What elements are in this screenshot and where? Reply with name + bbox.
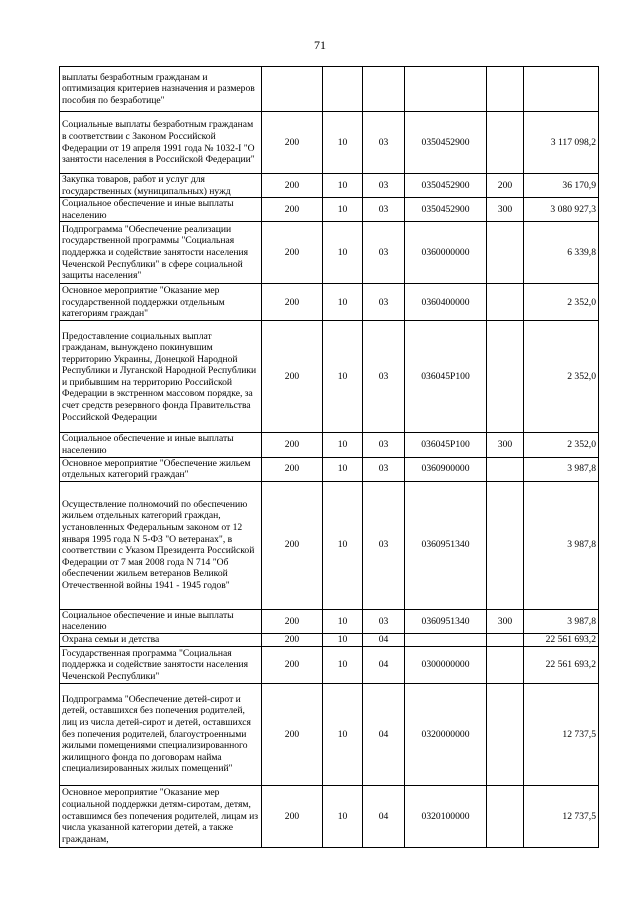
- cell-expense-type: [487, 785, 524, 847]
- table-row: [60, 222, 599, 284]
- cell-ministry-code: 200: [262, 433, 323, 457]
- cell-expense-type: 300: [487, 433, 524, 457]
- cell-subsection-code: 03: [363, 284, 405, 321]
- cell-section-code: 10: [323, 321, 363, 433]
- cell-name: Охрана семьи и детства: [60, 633, 262, 646]
- cell-ministry-code: 200: [262, 174, 323, 198]
- cell-name: Социальное обеспечение и иные выплаты населению: [60, 433, 262, 457]
- cell-subsection-code: 03: [363, 112, 405, 174]
- cell-ministry-code: 200: [262, 284, 323, 321]
- table-row: [60, 321, 599, 433]
- cell-ministry-code: 200: [262, 785, 323, 847]
- cell-expense-type: [487, 222, 524, 284]
- cell-target-article: 0360000000: [405, 222, 487, 284]
- cell-subsection-code: 04: [363, 633, 405, 646]
- cell-amount: 22 561 693,2: [524, 633, 599, 646]
- cell-subsection-code: 03: [363, 609, 405, 633]
- cell-target-article: 036045Р100: [405, 321, 487, 433]
- cell-subsection-code: 04: [363, 683, 405, 785]
- cell-target-article: 0300000000: [405, 646, 487, 683]
- cell-ministry-code: 200: [262, 457, 323, 481]
- cell-name: Социальное обеспечение и иные выплаты населению: [60, 609, 262, 633]
- cell-subsection-code: 03: [363, 457, 405, 481]
- table-row: [60, 67, 599, 112]
- cell-expense-type: [487, 112, 524, 174]
- table-row: [60, 433, 599, 457]
- cell-ministry-code: 200: [262, 321, 323, 433]
- cell-name: Основное мероприятие "Обеспечение жильем отдельных категорий граждан": [60, 457, 262, 481]
- cell-name: выплаты безработным гражданам и оптимизация критериев назначения и размеров пособия по безработице": [60, 67, 262, 112]
- cell-expense-type: [487, 683, 524, 785]
- cell-subsection-code: 03: [363, 222, 405, 284]
- cell-amount: 12 737,5: [524, 683, 599, 785]
- table-row: [60, 481, 599, 609]
- cell-expense-type: [487, 321, 524, 433]
- table-row: [60, 198, 599, 222]
- cell-ministry-code: 200: [262, 481, 323, 609]
- cell-expense-type: [487, 646, 524, 683]
- cell-name: Предоставление социальных выплат гражданам, вынуждено покинувшим территорию Украины, Донецкой Народной Республики и Луганской Народной Республики и прибывшим на территорию Российской Федерации в экстренном массовом порядке, за счет средств резервного фонда Правительства Российской Федерации: [60, 321, 262, 433]
- cell-amount: [524, 67, 599, 112]
- cell-target-article: 0350452900: [405, 198, 487, 222]
- table-row: [60, 683, 599, 785]
- cell-amount: 2 352,0: [524, 321, 599, 433]
- cell-ministry-code: 200: [262, 683, 323, 785]
- cell-section-code: 10: [323, 481, 363, 609]
- cell-ministry-code: 200: [262, 633, 323, 646]
- cell-target-article: 0350452900: [405, 174, 487, 198]
- cell-amount: 36 170,9: [524, 174, 599, 198]
- cell-expense-type: 300: [487, 609, 524, 633]
- cell-expense-type: [487, 457, 524, 481]
- table-row: [60, 785, 599, 847]
- cell-expense-type: 300: [487, 198, 524, 222]
- cell-target-article: 0360900000: [405, 457, 487, 481]
- cell-amount: 22 561 693,2: [524, 646, 599, 683]
- cell-target-article: 0320100000: [405, 785, 487, 847]
- cell-name: Основное мероприятие "Оказание мер социальной поддержки детям-сиротам, детям, оставшимся без попечения родителей, лицам из числа указанной категории детей, а также гражданам,: [60, 785, 262, 847]
- cell-subsection-code: 03: [363, 481, 405, 609]
- cell-name: Подпрограмма "Обеспечение реализации государственной программы "Социальная поддержка и содействие занятости населения Чеченской Республики" в сфере социальной защиты населения": [60, 222, 262, 284]
- cell-expense-type: [487, 67, 524, 112]
- cell-ministry-code: 200: [262, 222, 323, 284]
- cell-name: Осуществление полномочий по обеспечению жильем отдельных категорий граждан, установленных Федеральным законом от 12 января 1995 года N 5-ФЗ "О ветеранах", в соответствии с Указом Президента Российской Федерации от 7 мая 2008 года N 714 "Об обеспечении жильем ветеранов Великой Отечественной войны 1941 - 1945 годов": [60, 481, 262, 609]
- cell-expense-type: [487, 633, 524, 646]
- cell-subsection-code: 04: [363, 646, 405, 683]
- cell-ministry-code: 200: [262, 646, 323, 683]
- cell-name: Подпрограмма "Обеспечение детей-сирот и детей, оставшихся без попечения родителей, лиц из числа детей-сирот и детей, оставшихся без попечения родителей, благоустроенными жилыми помещениями специализированного жилищного фонда по договорам найма специализированных жилых помещений": [60, 683, 262, 785]
- cell-subsection-code: 03: [363, 174, 405, 198]
- table-row: [60, 457, 599, 481]
- cell-target-article: 0360951340: [405, 481, 487, 609]
- cell-subsection-code: [363, 67, 405, 112]
- table-row: [60, 646, 599, 683]
- cell-section-code: 10: [323, 683, 363, 785]
- page-number: 71: [314, 38, 326, 52]
- table-row: [60, 633, 599, 646]
- cell-ministry-code: 200: [262, 609, 323, 633]
- cell-name: Социальное обеспечение и иные выплаты населению: [60, 198, 262, 222]
- cell-amount: 12 737,5: [524, 785, 599, 847]
- cell-ministry-code: 200: [262, 112, 323, 174]
- cell-amount: 3 987,8: [524, 609, 599, 633]
- cell-amount: 2 352,0: [524, 433, 599, 457]
- cell-amount: 3 987,8: [524, 457, 599, 481]
- cell-section-code: 10: [323, 609, 363, 633]
- cell-subsection-code: 04: [363, 785, 405, 847]
- table-body: [60, 67, 599, 848]
- cell-target-article: [405, 67, 487, 112]
- cell-section-code: 10: [323, 222, 363, 284]
- cell-subsection-code: 03: [363, 198, 405, 222]
- cell-amount: 6 339,8: [524, 222, 599, 284]
- budget-table: [59, 66, 599, 848]
- cell-target-article: 036045Р100: [405, 433, 487, 457]
- cell-name: Социальные выплаты безработным гражданам в соответствии с Законом Российской Федерации от 19 апреля 1991 года № 1032-I "О занятости населения в Российской Федерации": [60, 112, 262, 174]
- cell-target-article: [405, 633, 487, 646]
- cell-section-code: 10: [323, 646, 363, 683]
- cell-ministry-code: [262, 67, 323, 112]
- table-row: [60, 609, 599, 633]
- cell-section-code: 10: [323, 785, 363, 847]
- cell-amount: 3 080 927,3: [524, 198, 599, 222]
- cell-ministry-code: 200: [262, 198, 323, 222]
- cell-expense-type: [487, 284, 524, 321]
- cell-target-article: 0360400000: [405, 284, 487, 321]
- cell-amount: 3 117 098,2: [524, 112, 599, 174]
- cell-section-code: 10: [323, 112, 363, 174]
- cell-expense-type: 200: [487, 174, 524, 198]
- cell-name: Закупка товаров, работ и услуг для государственных (муниципальных) нужд: [60, 174, 262, 198]
- table-row: [60, 174, 599, 198]
- cell-section-code: 10: [323, 284, 363, 321]
- cell-amount: 3 987,8: [524, 481, 599, 609]
- cell-section-code: 10: [323, 174, 363, 198]
- cell-target-article: 0350452900: [405, 112, 487, 174]
- cell-amount: 2 352,0: [524, 284, 599, 321]
- cell-section-code: 10: [323, 198, 363, 222]
- cell-name: Основное мероприятие "Оказание мер государственной поддержки отдельным категориям граждан": [60, 284, 262, 321]
- cell-section-code: [323, 67, 363, 112]
- cell-subsection-code: 03: [363, 433, 405, 457]
- cell-section-code: 10: [323, 457, 363, 481]
- table-row: [60, 284, 599, 321]
- cell-section-code: 10: [323, 433, 363, 457]
- cell-expense-type: [487, 481, 524, 609]
- cell-target-article: 0320000000: [405, 683, 487, 785]
- cell-target-article: 0360951340: [405, 609, 487, 633]
- cell-name: Государственная программа "Социальная поддержка и содействие занятости населения Чеченской Республики": [60, 646, 262, 683]
- cell-subsection-code: 03: [363, 321, 405, 433]
- cell-section-code: 10: [323, 633, 363, 646]
- table-row: [60, 112, 599, 174]
